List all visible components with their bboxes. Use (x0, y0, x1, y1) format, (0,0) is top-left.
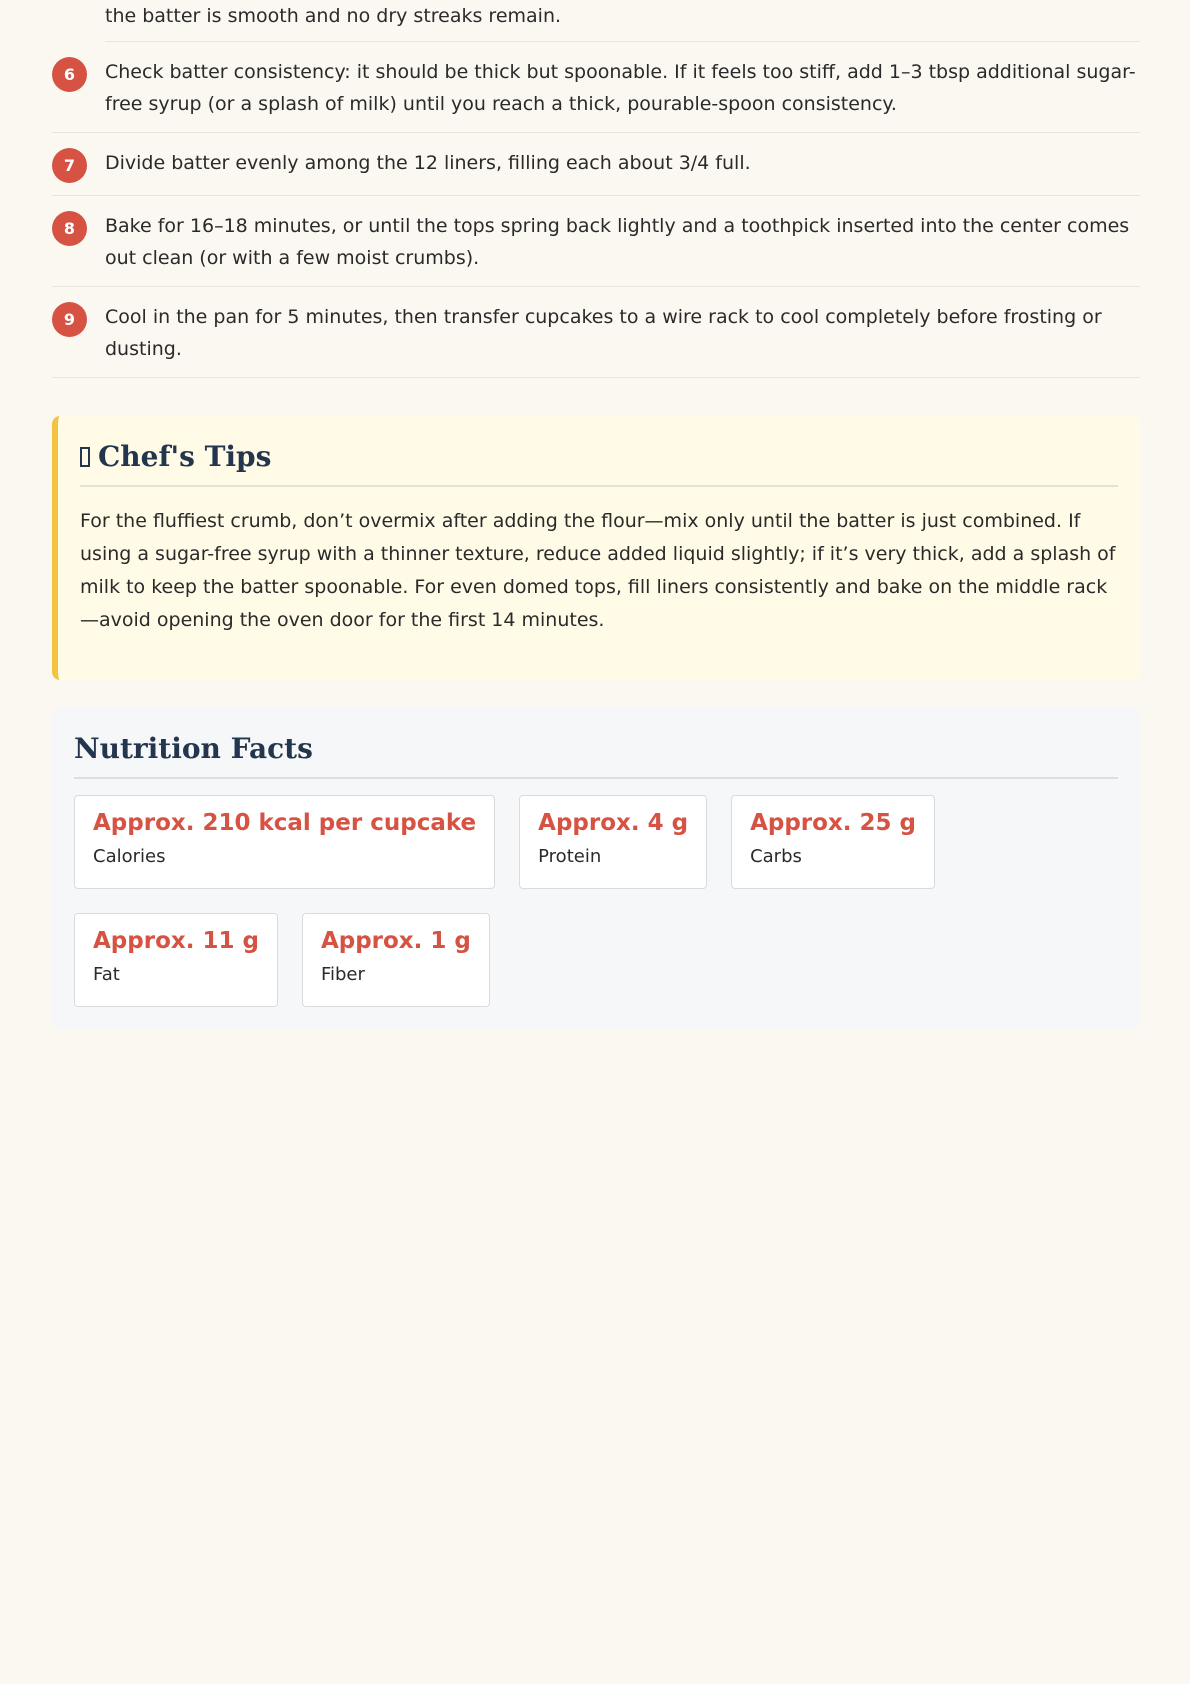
nutrition-card-fat (74, 913, 278, 1007)
missing-glyph-icon (80, 447, 90, 467)
chefs-tips-text: For the fluffiest crumb, don’t overmix after adding the flour—mix only until the batter is just combined. If using a sugar-free syrup with a thinner texture, reduce added liquid slightly; if it’s very thick, add a splash of milk to keep the batter spoonable. For even domed tops, fill liners consistently and bake on the middle rack—avoid opening the oven door for the first 14 minutes. (80, 510, 1116, 631)
instruction-step (52, 133, 1140, 196)
nutrition-cards (74, 795, 1118, 1007)
nutrition-value: Approx. 25 g (750, 810, 917, 836)
nutrition-card-carbs (731, 795, 935, 889)
chefs-tips-title: Chef's Tips (98, 440, 272, 473)
nutrition-label: Calories (93, 846, 166, 867)
step-text: Cool in the pan for 5 minutes, then transfer cupcakes to a wire rack to cool completely before frosting or dusting. (105, 306, 1102, 360)
nutrition-label: Fat (93, 964, 120, 985)
step-text: Check batter consistency: it should be thick but spoonable. If it feels too stiff, add 1–3 tbsp additional sugar-free syrup (or a splash of milk) until you reach a thick, pourable-spoon consistency. (105, 61, 1136, 115)
instruction-step (52, 196, 1140, 287)
step-text: Divide batter evenly among the 12 liners, filling each about 3/4 full. (105, 152, 751, 174)
nutrition-label: Protein (538, 846, 602, 867)
nutrition-facts-title: Nutrition Facts (74, 732, 1118, 779)
step-number-badge: 9 (52, 302, 87, 337)
nutrition-value: Approx. 11 g (93, 928, 259, 954)
nutrition-card-protein (519, 795, 707, 889)
nutrition-card-calories (74, 795, 495, 889)
instruction-step (52, 42, 1140, 133)
instructions-list (52, 42, 1140, 378)
chefs-tips-heading (80, 440, 1118, 487)
nutrition-card-fiber (302, 913, 490, 1007)
step-number-badge: 6 (52, 57, 87, 92)
step-number-badge: 7 (52, 148, 87, 183)
step-number-badge: 8 (52, 211, 87, 246)
step-text: Bake for 16–18 minutes, or until the tops spring back lightly and a toothpick inserted into the center comes out clean (or with a few moist crumbs). (105, 215, 1130, 269)
nutrition-facts-panel (52, 708, 1140, 1029)
recipe-content (52, 0, 1140, 1029)
nutrition-value: Approx. 210 kcal per cupcake (93, 810, 477, 836)
nutrition-value: Approx. 4 g (538, 810, 689, 836)
nutrition-value: Approx. 1 g (320, 928, 471, 954)
step-5-continued-text: the batter is smooth and no dry streaks remain. (105, 0, 1140, 42)
chefs-tips-box (52, 416, 1140, 680)
nutrition-label: Fiber (320, 964, 365, 985)
nutrition-label: Carbs (750, 846, 802, 867)
instruction-step (52, 287, 1140, 378)
